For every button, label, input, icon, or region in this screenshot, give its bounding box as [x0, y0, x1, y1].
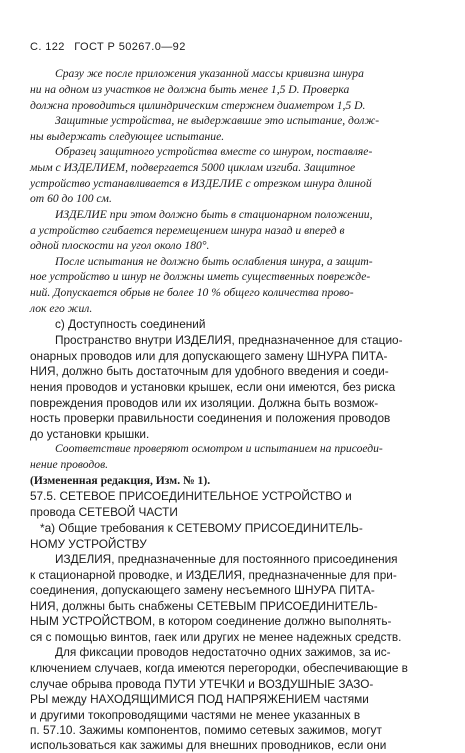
- text-line: соединения, допускающего замену несъемного ШНУРА ПИТА-: [30, 583, 375, 597]
- text-line: НОМУ УСТРОЙСТВУ: [30, 537, 147, 551]
- text-line: ИЗДЕЛИЕ при этом должно быть в стационарном положении,: [55, 208, 373, 221]
- text-line: а устройство сгибается перемещением шнура назад и вперед в: [30, 224, 345, 237]
- text-line: к стационарной проводке, и ИЗДЕЛИЯ, предназначенные для при-: [30, 568, 397, 582]
- text-line: Соответствие проверяют осмотром и испытанием на присоеди-: [55, 442, 383, 455]
- text-line: Пространство внутри ИЗДЕЛИЯ, предназначенное для стацио-: [55, 333, 403, 347]
- text-line: ний. Допускается обрыв не более 10 % общего количества прово-: [30, 286, 354, 299]
- text-line: устройство устанавливается в ИЗДЕЛИЕ с отрезком шнура длиной: [30, 177, 372, 190]
- text-line: ное устройство и шнур не должны иметь существенных поврежде-: [30, 270, 371, 283]
- text-line: с) Доступность соединений: [55, 317, 206, 331]
- text-line: и другими токопроводящими частями не менее указанных в: [30, 708, 361, 722]
- text-line: ся с помощью винтов, гаек или других не менее надежных средств.: [30, 630, 402, 644]
- text-line: Для фиксации проводов недостаточно одних зажимов, за ис-: [55, 645, 391, 659]
- text-line: лок его жил.: [30, 302, 93, 315]
- text-line: случае обрыва провода ПУТИ УТЕЧКИ и ВОЗДУШНЫЕ ЗАЗО-: [30, 677, 374, 691]
- text-line: до установки крышки.: [30, 427, 150, 441]
- text-line: После испытания не должно быть ослабления шнура, а защит-: [55, 255, 373, 268]
- text-line: РЫ между НАХОДЯЩИМИСЯ ПОД НАПРЯЖЕНИЕМ частями: [30, 692, 369, 706]
- text-line: мым с ИЗДЕЛИЕМ, подвергается 5000 циклам изгиба. Защитное: [30, 161, 356, 174]
- text-line: от 60 до 100 см.: [30, 192, 112, 205]
- text-line: нения проводов и установки крышек, если они имеются, без риска: [30, 380, 396, 394]
- text-line: ность проверки правильности соединения и положения проводов: [30, 411, 391, 425]
- text-line: *а) Общие требования к СЕТЕВОМУ ПРИСОЕДИНИТЕЛЬ-: [40, 521, 363, 535]
- text-line: Образец защитного устройства вместе со шнуром, поставляе-: [55, 145, 373, 158]
- text-line: (Измененная редакция, Изм. № 1).: [30, 474, 211, 487]
- text-line: ны выдержать следующее испытание.: [30, 130, 225, 143]
- text-line: Защитные устройства, не выдержавшие это испытание, долж-: [55, 114, 380, 127]
- standard-designation: ГОСТ Р 50267.0—92: [74, 41, 186, 53]
- text-line: онарных проводов или для допускающего замену ШНУРА ПИТА-: [30, 349, 388, 363]
- text-line: ключением случаев, когда имеются перегородки, обеспечивающие в: [30, 661, 408, 675]
- text-line: 57.5. СЕТЕВОЕ ПРИСОЕДИНИТЕЛЬНОЕ УСТРОЙСТВО и: [30, 489, 352, 503]
- text-line: одной плоскости на угол около 180°.: [30, 239, 210, 252]
- text-line: НЫМ УСТРОЙСТВОМ, в котором соединение должно выполнять-: [30, 614, 392, 628]
- text-line: должна проводиться цилиндрическим стержнем диаметром 1,5 D.: [30, 99, 366, 112]
- text-line: ни на одном из участков не должна быть менее 1,5 D. Проверка: [30, 83, 350, 96]
- text-line: нение проводов.: [30, 458, 108, 471]
- text-line: Сразу же после приложения указанной массы кривизна шнура: [55, 67, 364, 80]
- text-line: провода СЕТЕВОЙ ЧАСТИ: [30, 505, 178, 519]
- text-line: ИЗДЕЛИЯ, предназначенные для постоянного присоединения: [55, 552, 398, 566]
- text-line: повреждения проводов или их изоляции. Должна быть возмож-: [30, 396, 379, 410]
- text-line: НИЯ, должны быть снабжены СЕТЕВЫМ ПРИСОЕДИНИТЕЛЬ-: [30, 599, 378, 613]
- text-line: использоваться как зажимы для внешних проводников, если они: [30, 737, 387, 752]
- text-line: НИЯ, должно быть достаточным для удобного введения и соеди-: [30, 364, 389, 378]
- text-line: п. 57.10. Зажимы компонентов, помимо сетевых зажимов, могут: [30, 723, 382, 737]
- page-number: С. 122: [30, 41, 65, 53]
